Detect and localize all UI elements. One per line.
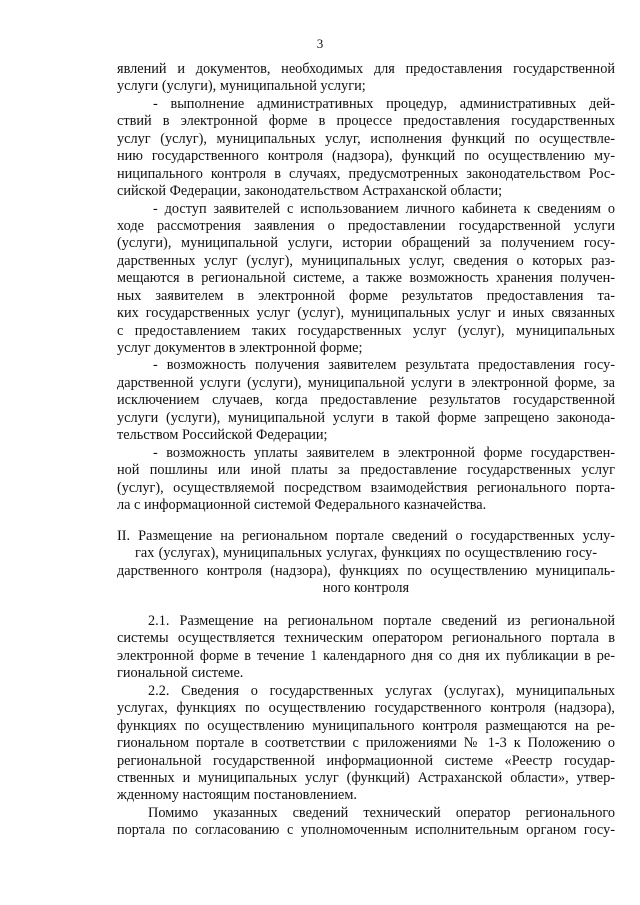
text-line: портала по согласованию с уполномоченным исполнительным органом госу- (117, 822, 615, 839)
text-line: электронной форме в течение 1 календарного дня со дня их публикации в ре- (117, 647, 615, 664)
text-line: ной пошлины или иной платы за предоставление государственных услуг (117, 462, 615, 479)
text-line: ных заявителем в электронной форме результатов предоставления та- (117, 287, 615, 304)
section-heading (117, 528, 615, 598)
text-line: сийской Федерации, законодательством Астраханской области; (117, 183, 503, 200)
text-line: жденному настоящим постановлением. (117, 787, 357, 804)
page-number: 3 (316, 36, 324, 51)
text-line: функциях по осуществлению муниципального контроля размещаются на ре- (117, 717, 615, 734)
heading-line: II. Размещение на региональном портале сведений о государственных услу- (117, 528, 615, 544)
text-line: ходе рассмотрения заявления о предоставлении государственной услуги (117, 217, 615, 234)
text-line: гиональном портале в соответствии с приложениями № 1-3 к Положению о (117, 735, 615, 752)
section-body (117, 613, 615, 840)
text-line: ких государственных услуг (услуг), муниципальных услуг и иных связанных (117, 305, 615, 322)
text-line: системы осуществляется техническим оператором регионального портала в (117, 630, 615, 647)
text-line: исключением случаев, когда предоставление результатов государственной (117, 392, 615, 409)
text-line: тельством Российской Федерации; (117, 427, 328, 444)
text-line: (услуги), муниципальной услуги, истории обращений за получением госу- (117, 235, 615, 252)
text-line: услуг документов в электронной форме; (117, 340, 363, 356)
text-line: мещаются в региональной системе, а также возможность хранения получен- (117, 270, 615, 287)
paragraph-2-2: 2.2. Сведения о государственных услугах (услугах), муниципальных (148, 682, 615, 699)
paragraph-2-1: 2.1. Размещение на региональном портале сведений из региональной (148, 613, 615, 629)
text-line: с предоставлением таких государственных услуг (услуг), муниципальных (117, 322, 615, 339)
text-line: дарственной услуги (услуги), муниципальной услуги в электронной форме, за (117, 374, 615, 391)
paragraph-additional: Помимо указанных сведений технический оператор регионального (148, 804, 615, 821)
bullet-item-payment: - возможность уплаты заявителем в электронной форме государствен- (153, 444, 615, 461)
heading-line: гах (услугах), муниципальных услугах, функциях по осуществлению госу- (135, 545, 597, 562)
text-line: (услуг), осуществляемой посредством взаимодействия регионального порта- (117, 479, 615, 496)
text-line: гиональной системе. (117, 665, 244, 682)
bullet-item-admin-procedures: - выполнение административных процедур, административных дей- (153, 95, 615, 112)
text-line: нию государственного контроля (надзора), функций по осуществлению му- (117, 148, 615, 165)
bullet-list-section (117, 61, 615, 514)
text-line: услуг (услуг), муниципальных услуг, исполнения функций по осуществле- (117, 130, 615, 147)
text-line: ниципального контроля в случаях, предусмотренных законодательством Рос- (117, 165, 615, 182)
text-line: региональной государственной информационной системе «Реестр государ- (117, 752, 615, 769)
text-line: ственных и муниципальных услуг (функций) Астраханской области», утвер- (117, 769, 615, 786)
text-line: ла с информационной системой Федерального казначейства. (117, 496, 487, 513)
text-line: дарственных услуг (услуг), муниципальных услуг, сведения о которых раз- (117, 252, 615, 269)
text-line: ствий в электронной форме в процессе предоставления государственных (117, 113, 615, 130)
text-line: услуги (услуги), муниципальной услуги; (117, 78, 366, 95)
heading-line: дарственного контроля (надзора), функциях по осуществлению муниципаль- (117, 562, 615, 579)
bullet-item-result-receipt: - возможность получения заявителем результата предоставления госу- (153, 357, 615, 374)
text-line: явлений и документов, необходимых для предоставления государственной (117, 61, 615, 77)
bullet-item-personal-cabinet: - доступ заявителей с использованием личного кабинета к сведениям о (153, 200, 615, 217)
text-line: услуги (услуги), муниципальной услуги в такой форме запрещено законода- (117, 409, 615, 426)
heading-line: ного контроля (322, 580, 410, 597)
text-line: услугах, функциях по осуществлению государственного контроля (надзора), (117, 700, 615, 717)
